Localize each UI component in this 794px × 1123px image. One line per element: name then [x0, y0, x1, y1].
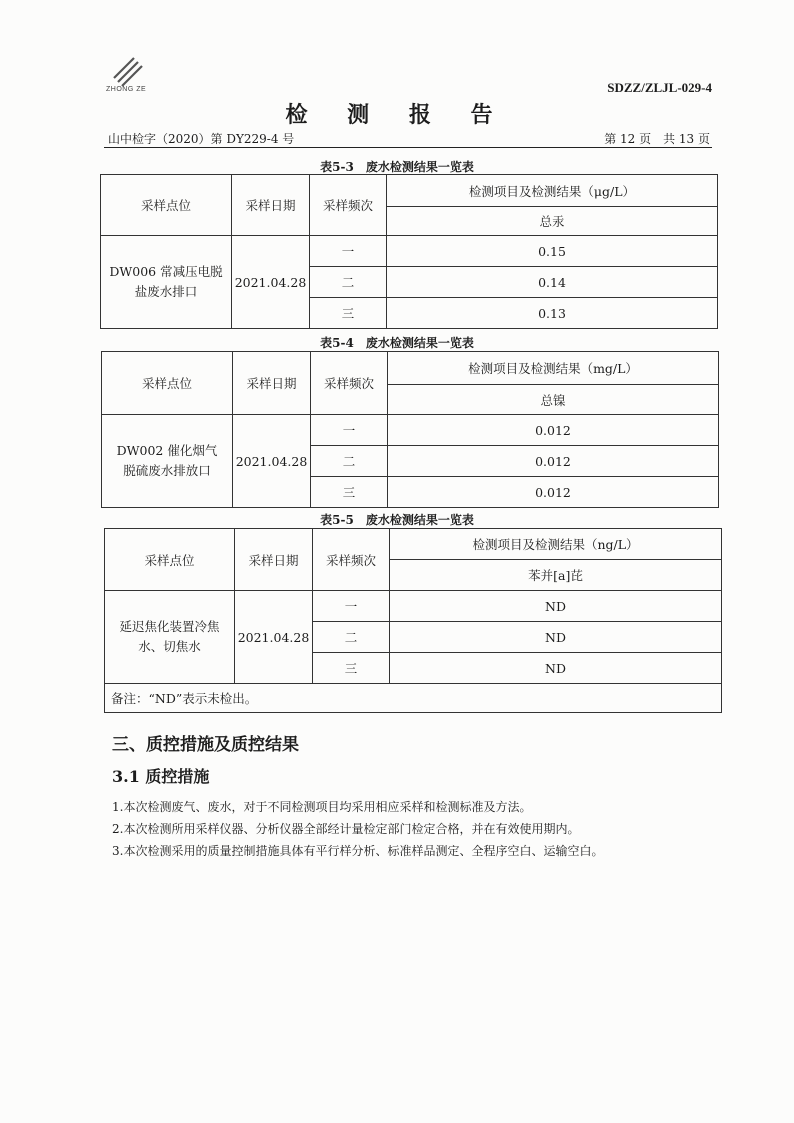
document-title: 检 测 报 告: [285, 102, 509, 128]
page-number: 第 12 页 共 13 页: [604, 132, 710, 146]
date-cell: 2021.04.28: [235, 591, 313, 684]
value-cell: 0.012: [388, 415, 719, 446]
col-header-date: 采样日期: [235, 529, 313, 591]
frequency-cell: 二: [313, 622, 390, 653]
value-cell: 0.15: [387, 236, 718, 267]
col-header-date: 采样日期: [233, 352, 311, 415]
frequency-cell: 三: [310, 298, 387, 329]
date-cell: 2021.04.28: [233, 415, 311, 508]
qc-item: 1.本次检测废气、废水，对于不同检测项目均采用相应采样和检测标准及方法。: [112, 800, 532, 814]
document-code: SDZZ/ZLJL-029-4: [607, 80, 712, 95]
item-header: 总镍: [388, 385, 719, 415]
col-header-site: 采样点位: [105, 529, 235, 591]
section-heading: 三、质控措施及质控结果: [112, 735, 299, 755]
site-cell: 延迟焦化装置冷焦水、切焦水: [105, 591, 235, 684]
frequency-cell: 一: [313, 591, 390, 622]
value-cell: 0.012: [388, 477, 719, 508]
value-cell: 0.14: [387, 267, 718, 298]
table-5-3: [100, 174, 718, 329]
header-divider: [104, 147, 712, 148]
frequency-cell: 一: [311, 415, 388, 446]
table-5-4: [101, 351, 719, 508]
table-5-5: [104, 528, 722, 713]
col-header-frequency: 采样频次: [310, 175, 387, 236]
item-header: 总汞: [387, 207, 718, 236]
subsection-heading: 3.1 质控措施: [112, 767, 210, 786]
site-cell: DW002 催化烟气脱硫废水排放口: [102, 415, 233, 508]
date-cell: 2021.04.28: [232, 236, 310, 329]
table-note: 备注：“ND”表示未检出。: [105, 684, 722, 713]
frequency-cell: 二: [310, 267, 387, 298]
item-header: 苯并[a]芘: [390, 560, 722, 591]
value-cell: ND: [390, 622, 722, 653]
value-cell: ND: [390, 653, 722, 684]
frequency-cell: 一: [310, 236, 387, 267]
table-5-3-caption: 表5-3 废水检测结果一览表: [320, 160, 474, 174]
qc-item: 3.本次检测采用的质量控制措施具体有平行样分析、标准样品测定、全程序空白、运输空白。: [112, 844, 604, 858]
value-cell: ND: [390, 591, 722, 622]
report-number: 山中检字（2020）第 DY229-4 号: [108, 132, 295, 146]
col-header-result: 检测项目及检测结果（mg/L）: [388, 352, 719, 385]
value-cell: 0.012: [388, 446, 719, 477]
col-header-result: 检测项目及检测结果（μg/L）: [387, 175, 718, 207]
qc-item: 2.本次检测所用采样仪器、分析仪器全部经计量检定部门检定合格，并在有效使用期内。: [112, 822, 580, 836]
col-header-date: 采样日期: [232, 175, 310, 236]
value-cell: 0.13: [387, 298, 718, 329]
col-header-frequency: 采样频次: [313, 529, 390, 591]
table-5-4-caption: 表5-4 废水检测结果一览表: [320, 336, 474, 350]
site-cell: DW006 常减压电脱盐废水排口: [101, 236, 232, 329]
logo-text: ZHONG ZE: [106, 86, 147, 93]
table-5-5-caption: 表5-5 废水检测结果一览表: [320, 513, 474, 527]
col-header-site: 采样点位: [102, 352, 233, 415]
frequency-cell: 三: [313, 653, 390, 684]
col-header-site: 采样点位: [101, 175, 232, 236]
col-header-result: 检测项目及检测结果（ng/L）: [390, 529, 722, 560]
col-header-frequency: 采样频次: [311, 352, 388, 415]
frequency-cell: 三: [311, 477, 388, 508]
frequency-cell: 二: [311, 446, 388, 477]
